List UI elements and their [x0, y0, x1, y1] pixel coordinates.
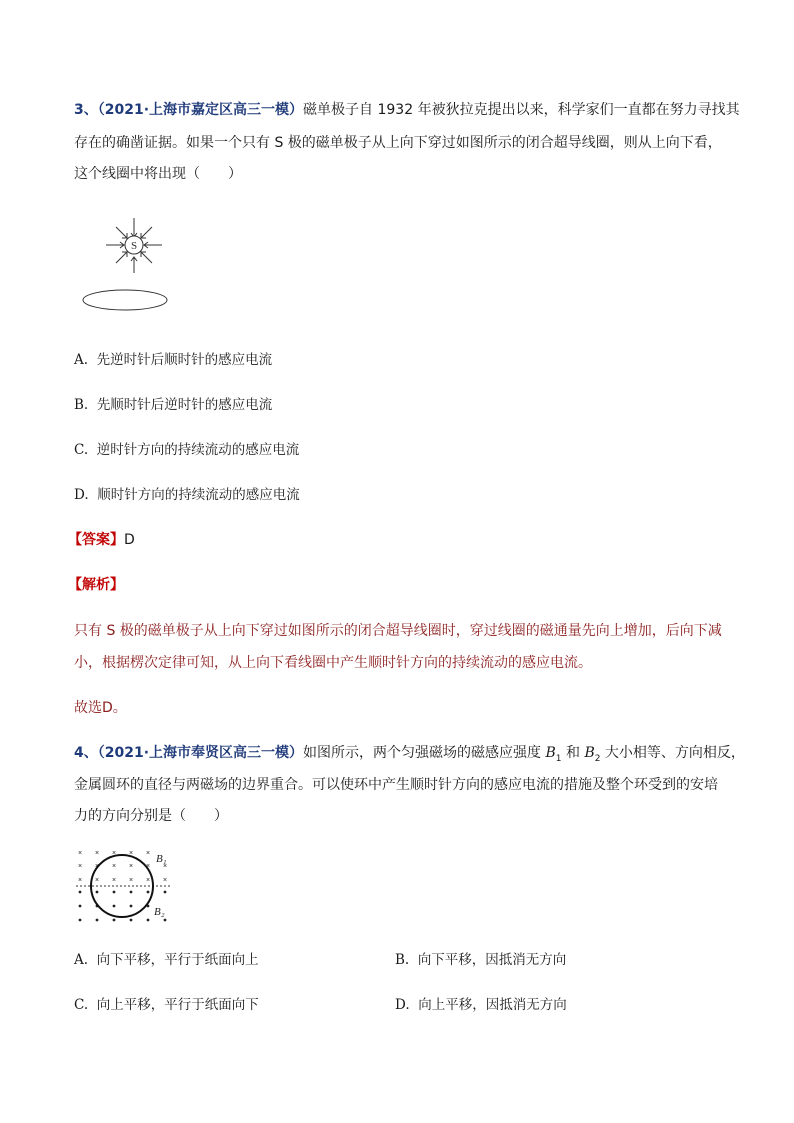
q3-analysis-label: 【解析】 — [68, 577, 124, 593]
svg-text:×: × — [162, 863, 168, 870]
superconducting-ring — [83, 290, 167, 310]
svg-text:×: × — [145, 877, 151, 884]
q4-stem-line2: 金属圆环的直径与两磁场的边界重合。可以使环中产生顺时针方向的感应电流的措施及整个环受到的安培 — [74, 777, 718, 793]
q3-stem-line1 — [74, 100, 740, 120]
q3-stem-text1: 磁单极子自 1932 年被狄拉克提出以来，科学家们一直都在努力寻找其 — [303, 102, 740, 118]
q4-option-b: B. 向下平移，因抵消无方向 — [395, 952, 567, 968]
svg-text:×: × — [128, 877, 134, 884]
q4-option-c: C. 向上平移，平行于纸面向下 — [74, 997, 259, 1013]
q3-analysis-line1: 只有 S 极的磁单极子从上向下穿过如图所示的闭合超导线圈时，穿过线圈的磁通量先向上增加，后向下减 — [74, 623, 722, 639]
q3-analysis-line2: 小，根据楞次定律可知，从上向下看线圈中产生顺时针方向的持续流动的感应电流。 — [74, 655, 592, 671]
svg-text:×: × — [111, 877, 117, 884]
q4-number: 4、 — [74, 745, 98, 761]
b1-label: B₁ — [156, 853, 167, 865]
svg-text:×: × — [128, 863, 134, 870]
q3-stem-line3: 这个线圈中将出现（ ） — [74, 166, 242, 182]
q3-option-d: D. 顺时针方向的持续流动的感应电流 — [74, 487, 300, 503]
svg-text:×: × — [111, 850, 117, 857]
q4-option-d: D. 向上平移，因抵消无方向 — [395, 997, 567, 1013]
answer-label: 【答案】 — [68, 532, 124, 548]
svg-text:×: × — [111, 863, 117, 870]
q3-option-c: C. 逆时针方向的持续流动的感应电流 — [74, 442, 300, 458]
svg-text:×: × — [145, 863, 151, 870]
q4-source: （2021·上海市奉贤区高三一模） — [97, 745, 304, 761]
q3-option-b: B. 先顺时针后逆时针的感应电流 — [74, 397, 273, 413]
svg-text:×: × — [77, 863, 83, 870]
q3-answer — [68, 530, 135, 550]
svg-text:×: × — [77, 877, 83, 884]
q3-option-a: A. 先逆时针后顺时针的感应电流 — [74, 352, 273, 368]
svg-text:×: × — [94, 877, 100, 884]
monopole-label: S — [130, 240, 138, 252]
q4-option-a: A. 向下平移，平行于纸面向上 — [74, 952, 259, 968]
q4-stem-line1: 4、（2021·上海市奉贤区高三一模）如图所示，两个匀强磁场的磁感应强度 $B_1$ 和 $B_2$ 大小相等、方向相反， — [74, 745, 745, 764]
q4-figure — [74, 845, 174, 927]
q4-stem-line3: 力的方向分别是（ ） — [74, 808, 228, 824]
q3-figure — [80, 215, 200, 320]
svg-text:×: × — [162, 877, 168, 884]
svg-text:×: × — [145, 850, 151, 857]
q3-conclusion: 故选D。 — [74, 700, 127, 716]
svg-text:×: × — [77, 850, 83, 857]
svg-text:×: × — [128, 850, 134, 857]
q3-number: 3、 — [74, 102, 98, 118]
q3-stem-line2: 存在的确凿证据。如果一个只有 S 极的磁单极子从上向下穿过如图所示的闭合超导线圈，则从上向下看， — [74, 135, 722, 151]
answer-value: D — [124, 532, 135, 548]
svg-text:×: × — [94, 850, 100, 857]
svg-text:×: × — [94, 863, 100, 870]
b2-label: B₂ — [154, 906, 165, 918]
q3-source: （2021·上海市嘉定区高三一模） — [97, 102, 304, 118]
